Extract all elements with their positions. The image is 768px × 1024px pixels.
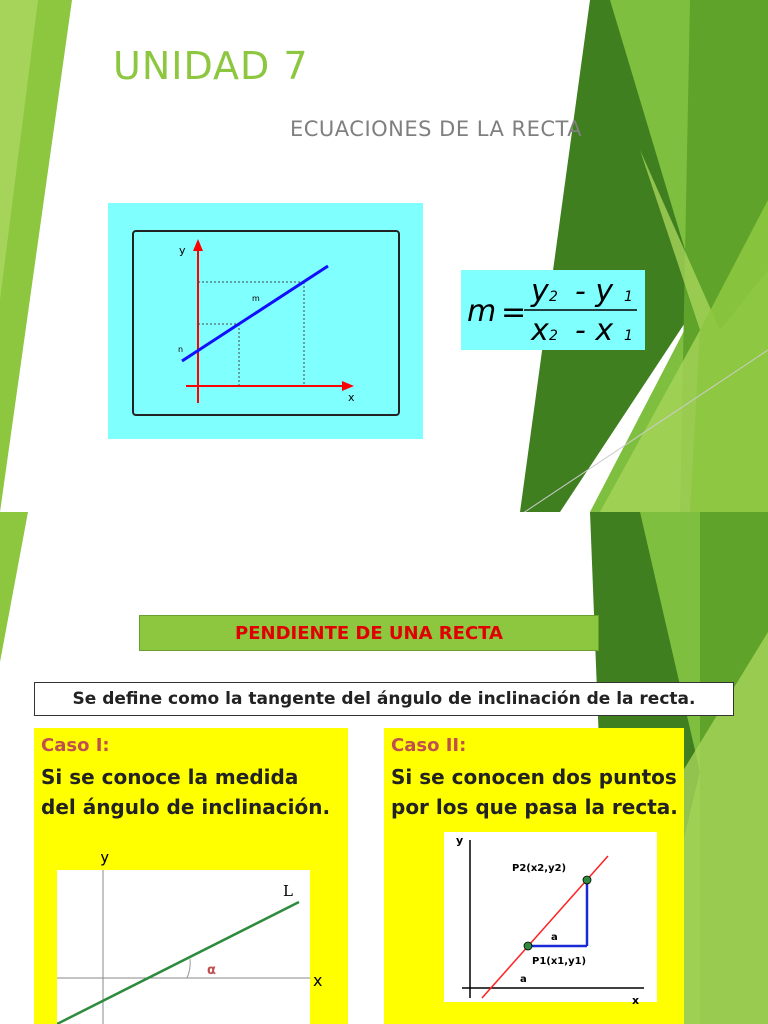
formula-m: m: [467, 294, 497, 329]
case-2-heading: Caso II:: [391, 735, 467, 756]
case-2-panel: [384, 728, 684, 1024]
formula-num-y: y: [531, 274, 549, 309]
formula-num-sub1: 1: [624, 289, 633, 305]
case-1-plot: [57, 854, 337, 1024]
line-graph-figure: [108, 203, 423, 439]
slide-subtitle: ECUACIONES DE LA RECTA: [290, 117, 583, 141]
formula-den-x: x: [531, 313, 549, 348]
definition-box: Se define como la tangente del ángulo de inclinación de la recta.: [34, 682, 734, 716]
case-2-text: Si se conocen dos puntos por los que pasa la recta.: [391, 765, 678, 819]
slide-2: [0, 512, 768, 1024]
case-1-line-label: L: [283, 882, 293, 900]
case-1-angle-label: α: [207, 963, 216, 978]
case-1-panel: [34, 728, 348, 1024]
formula-den-sub1: 1: [624, 328, 633, 344]
case-1-x-label: x: [313, 971, 323, 990]
case-2-plot: [444, 828, 659, 1008]
case-2-p2-label: P2(x2,y2): [512, 863, 567, 874]
case-2-angle-label-1: a: [551, 932, 558, 943]
case-1-y-label: y: [100, 854, 110, 866]
graph-n-label: n: [178, 345, 184, 354]
graph-m-label: m: [252, 294, 260, 303]
graph-x-label: x: [348, 391, 355, 404]
section-banner: PENDIENTE DE UNA RECTA: [139, 615, 599, 651]
formula-equals: =: [501, 295, 527, 330]
formula-num-sub2: 2: [549, 289, 558, 305]
case-2-p1-label: P1(x1,y1): [532, 956, 587, 967]
case-2-x-label: x: [632, 994, 640, 1007]
slide-title: UNIDAD 7: [113, 44, 309, 88]
formula-num-minus-y: - y: [575, 274, 614, 309]
slope-formula: [461, 270, 645, 350]
case-1-heading: Caso I:: [41, 735, 110, 756]
graph-y-label: y: [179, 244, 186, 257]
case-2-y-label: y: [456, 834, 464, 847]
formula-den-minus-x: - x: [575, 313, 614, 348]
formula-den-sub2: 2: [549, 328, 558, 344]
case-2-angle-label-2: a: [520, 974, 527, 985]
case-1-text: Si se conoce la medida del ángulo de inclinación.: [41, 765, 331, 819]
